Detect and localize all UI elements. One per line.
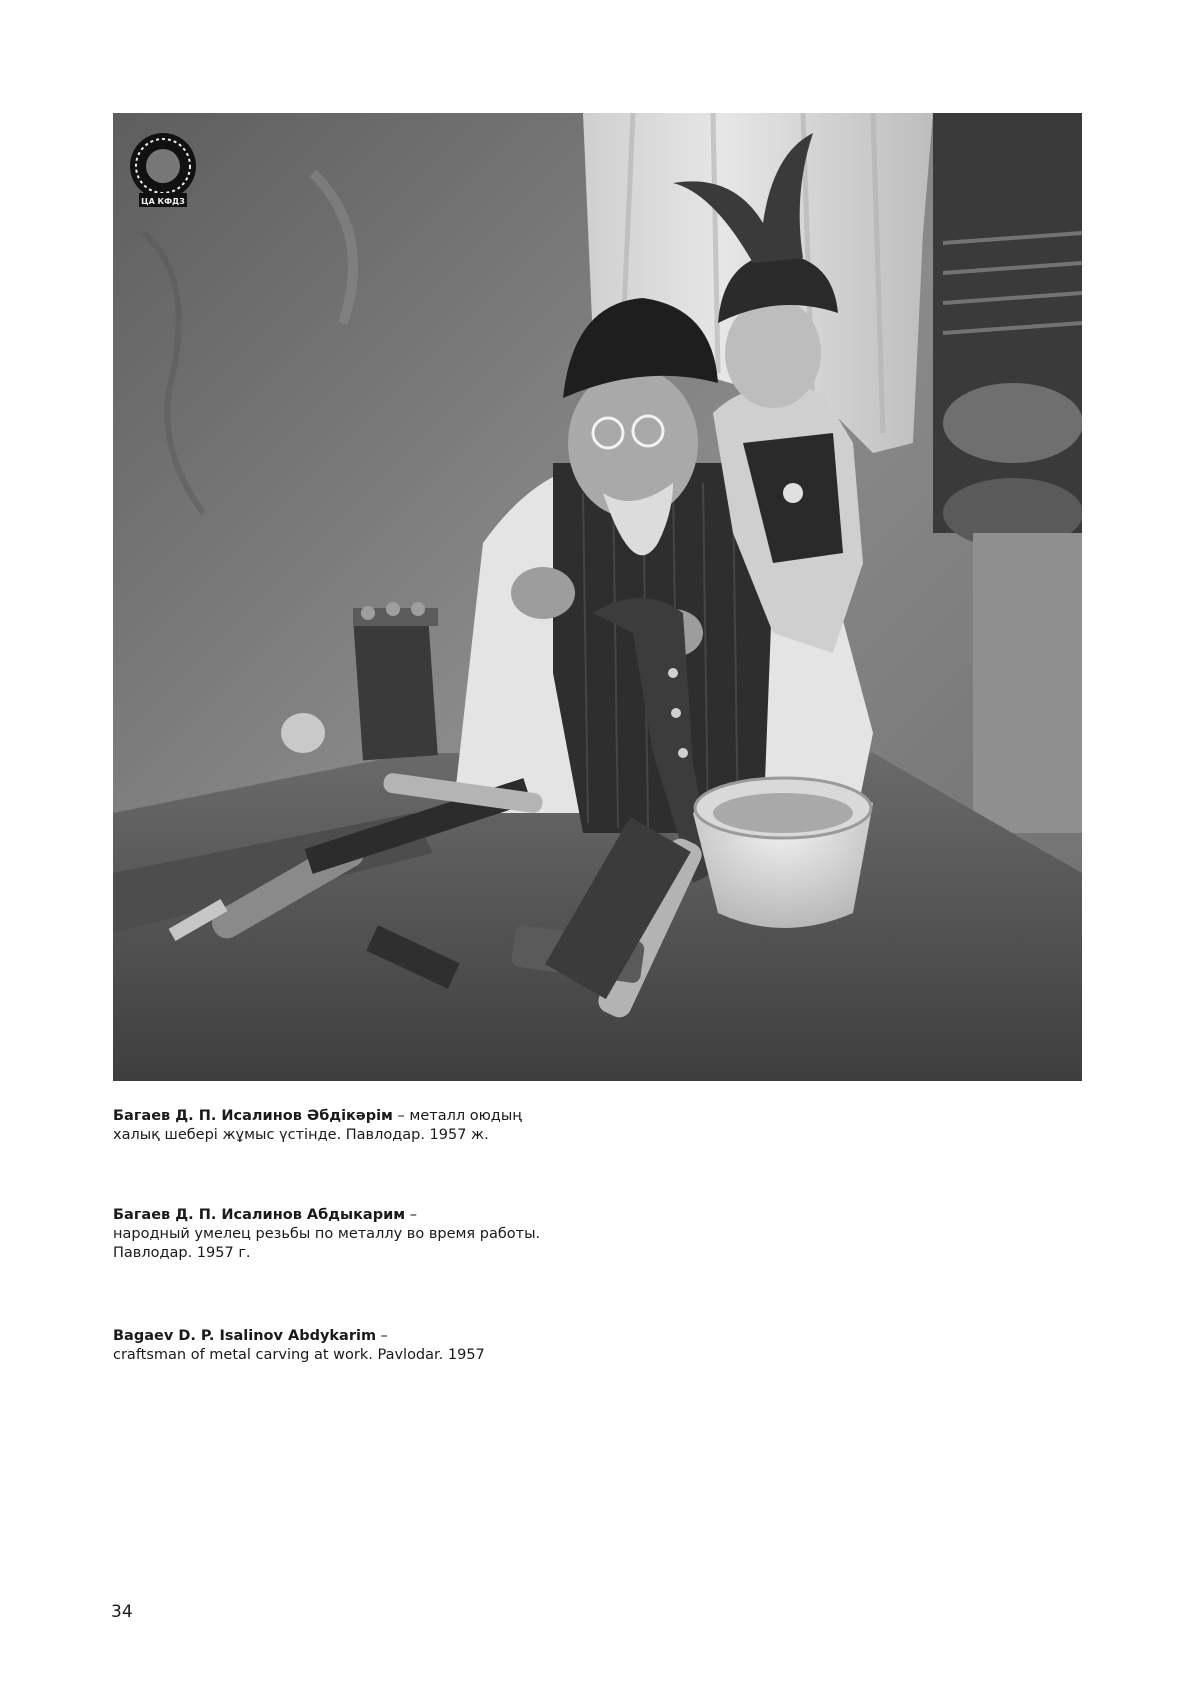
caption-kazakh xyxy=(113,1107,733,1145)
archival-photograph xyxy=(113,113,1082,1081)
caption-kazakh-line2: халық шебері жұмыс үстінде. Павлодар. 1957 ж. xyxy=(113,1127,489,1143)
caption-kazakh-title: Багаев Д. П. Исалинов Әбдікәрім xyxy=(113,1108,393,1124)
caption-russian-line1 xyxy=(113,1206,733,1225)
caption-english-line1 xyxy=(113,1327,733,1346)
round-tool xyxy=(281,713,325,753)
caption-russian-line2: народный умелец резьбы по металлу во время работы. xyxy=(113,1226,541,1242)
caption-kazakh-rest: – металл оюдың xyxy=(392,1108,522,1124)
anvil-block xyxy=(353,616,438,761)
archive-stamp xyxy=(130,133,196,207)
caption-russian xyxy=(113,1206,733,1263)
photo-illustration xyxy=(113,113,1082,1081)
caption-russian-line3: Павлодар. 1957 г. xyxy=(113,1245,251,1261)
caption-russian-title: Багаев Д. П. Исалинов Абдыкарим xyxy=(113,1207,406,1223)
caption-russian-rest: – xyxy=(405,1207,417,1223)
caption-english-line2: craftsman of metal carving at work. Pavlodar. 1957 xyxy=(113,1347,485,1363)
craftsman-face xyxy=(568,368,698,518)
caption-english-title: Bagaev D. P. Isalinov Abdykarim xyxy=(113,1328,377,1344)
caption-kazakh-line1 xyxy=(113,1107,733,1126)
stamp-text: ЦА КФДЗ xyxy=(141,197,185,206)
caption-english-rest: – xyxy=(376,1328,388,1344)
page-number: 34 xyxy=(111,1602,133,1622)
child-face xyxy=(725,298,821,408)
caption-english xyxy=(113,1327,733,1365)
